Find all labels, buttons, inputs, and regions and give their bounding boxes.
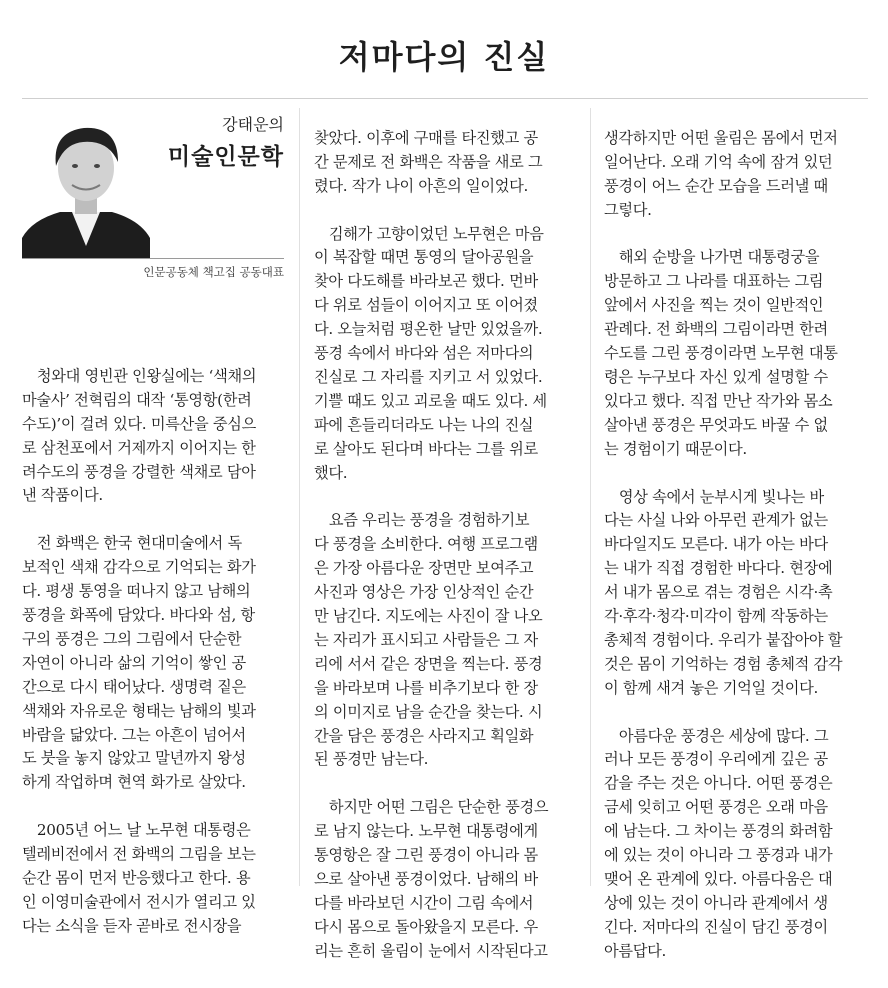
headline: 저마다의 진실 [338, 38, 550, 76]
author-portrait-image [22, 110, 150, 258]
author-name: 강태운의 [222, 115, 284, 134]
article-column-1 [22, 341, 284, 963]
column-divider [299, 108, 300, 886]
paragraph: 김해가 고향이었던 노무현은 마음 이 복잡할 때면 통영의 달아공원을 찾아 다도해를 바라보곤 했다. 먼바 다 위로 섬들이 이어지고 또 이어졌 다. 오늘처럼 평온한 날만 있었을까. 풍경 속에서 바다와 섬은 저마다의 진실로 그 자리를 지키고 서 있었다. 기쁠 때도 있고 괴로울 때도 있다. 세 파에 흔들리더라도 나는 나의 진실 로 살아도 된다며 바다는 그를 위로 했다. [314, 224, 547, 482]
article-column-3 [604, 103, 866, 988]
paragraph: 2005년 어느 날 노무현 대통령은 텔레비전에서 전 화백의 그림을 보는 순간 몸이 먼저 반응했다고 한다. 용 인 이영미술관에서 전시가 열리고 있 다는 소식을 듣자 곧바로 전시장을 [22, 821, 256, 935]
paragraph: 하지만 어떤 그림은 단순한 풍경으 로 남지 않는다. 노무현 대통령에게 통영항은 잘 그린 풍경이 아니라 몸 으로 살아낸 풍경이었다. 남해의 바 다를 바라보던 시간이 그림 속에서 다시 몸으로 돌아왔을지 모른다. 우 리는 흔히 울림이 눈에서 시작된다고 [314, 798, 549, 960]
paragraph: 해외 순방을 나가면 대통령궁을 방문하고 그 나라를 대표하는 그림 앞에서 사진을 찍는 것이 일반적인 관례다. 전 화백의 그림이라면 한려 수도를 그린 풍경이라면 노무현 대통 령은 누구보다 자신 있게 설명할 수 있다고 했다. 직접 만난 작가와 몸소 살아낸 풍경은 무엇과도 바꿀 수 없 는 경험이기 때문이다. [604, 248, 838, 458]
byline-divider [22, 258, 284, 259]
author-title: 인문공동체 책고집 공동대표 [143, 265, 284, 279]
column-name: 미술인문학 [167, 144, 284, 170]
paragraph: 영상 속에서 눈부시게 빛나는 바 다는 사실 나와 아무런 관계가 없는 바다일지도 모른다. 내가 아는 바다 는 내가 직접 경험한 바다다. 현장에 서 내가 몸으로 겪는 경험은 시각·촉 각·후각·청각·미각이 함께 작동하는 총체적 경험이다. 우리가 붙잡아야 할 것은 몸이 기억하는 경험 총체적 감각 이 함께 새겨 놓은 기억일 것이다. [604, 487, 843, 697]
paragraph: 요즘 우리는 풍경을 경험하기보 다 풍경을 소비한다. 여행 프로그램 은 가장 아름다운 장면만 보여주고 사진과 영상은 가장 인상적인 순간 만 남긴다. 지도에는 사진이 잘 나오 는 자리가 표시되고 사람들은 그 자 리에 서서 같은 장면을 찍는다. 풍경 을 바라보며 나를 비추기보다 한 장 의 이미지로 남을 순간을 찾는다. 시 간을 담은 풍경은 사라지고 획일화 된 풍경만 남는다. [314, 511, 543, 769]
author-photo [22, 110, 150, 258]
paragraph: 전 화백은 한국 현대미술에서 독 보적인 색채 감각으로 기억되는 화가 다. 평생 통영을 떠나지 않고 남해의 풍경을 화폭에 담았다. 바다와 섬, 항 구의 풍경은 그의 그림에서 단순한 자연이 아니라 삶의 기억이 쌓인 공 간으로 다시 태어났다. 생명력 짙은 색채와 자유로운 형태는 남해의 빛과 바람을 닮았다. 그는 아흔이 넘어서 도 붓을 놓지 않았고 말년까지 왕성 하게 작업하며 현역 화가로 살았다. [22, 534, 256, 792]
headline-rule [22, 98, 868, 99]
article-column-2 [314, 103, 576, 988]
column-divider [590, 108, 591, 886]
paragraph: 찾았다. 이후에 구매를 타진했고 공 간 문제로 전 화백은 작품을 새로 그 렸다. 작가 나이 아흔의 일이었다. [314, 128, 543, 195]
paragraph: 청와대 영빈관 인왕실에는 ‘색채의 마술사’ 전혁림의 대작 ‘통영항(한려 수도)’이 걸려 있다. 미륵산을 중심으 로 삼천포에서 거제까지 이어지는 한 려수도의 풍경을 강렬한 색채로 담아 낸 작품이다. [22, 366, 257, 505]
paragraph: 생각하지만 어떤 울림은 몸에서 먼저 일어난다. 오래 기억 속에 잠겨 있던 풍경이 어느 순간 모습을 드러낼 때 그렇다. [604, 128, 838, 219]
paragraph: 아름다운 풍경은 세상에 많다. 그 러나 모든 풍경이 우리에게 깊은 공 감을 주는 것은 아니다. 어떤 풍경은 금세 잊히고 어떤 풍경은 오래 마음 에 남는다. 그 차이는 풍경의 화려함 에 있는 것이 아니라 그 풍경과 내가 맺어 온 관계에 있다. 아름다움은 대 상에 있는 것이 아니라 관계에서 생 긴다. 저마다의 진실이 담긴 풍경이 아름답다. [604, 726, 833, 960]
